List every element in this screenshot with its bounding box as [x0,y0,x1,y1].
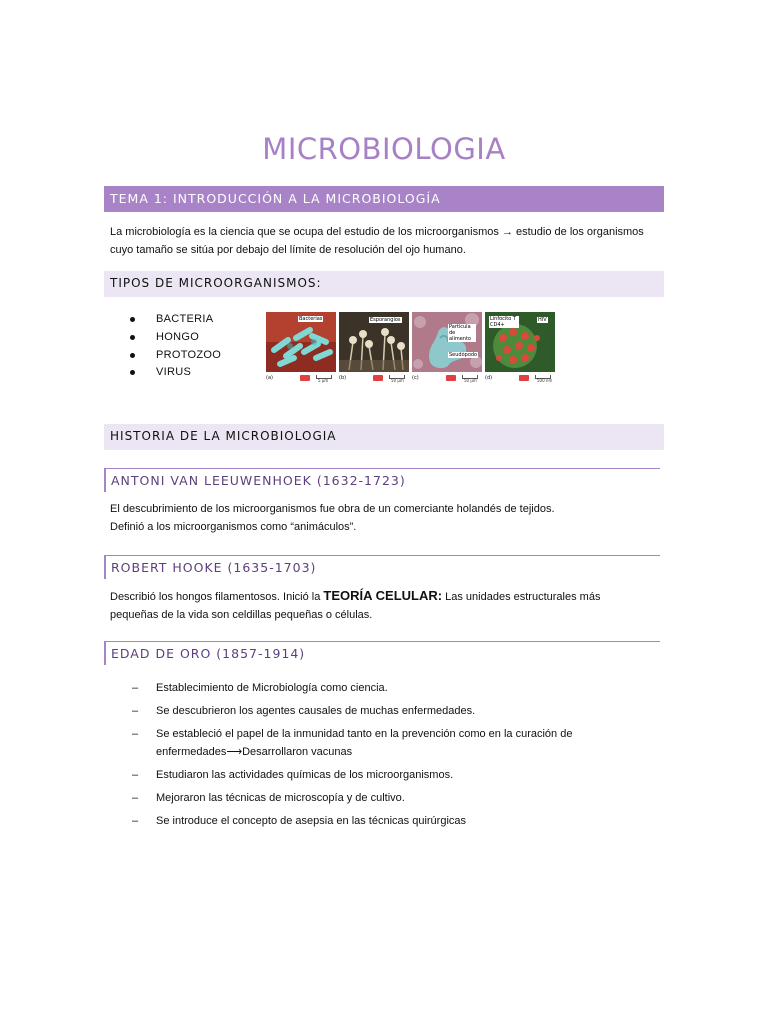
subheading-leeuwenhoek: ANTONI VAN LEEUWENHOEK (1632-1723) [104,468,660,492]
dash-icon: – [132,814,139,827]
microorganism-figure [266,312,558,386]
paragraph-line: El descubrimiento de los microorganismos fue obra de un comerciante holandés de tejidos. [110,503,555,515]
protozoo-image [412,312,482,372]
dash-icon: – [132,682,139,694]
list-item [130,347,221,365]
subheading-edad-oro: EDAD DE ORO (1857-1914) [104,641,660,665]
figure-panel-bacteria [266,312,336,386]
list-item-label: Se estableció el papel de la inmunidad tanto en la prevención como en la curación de enfermedades⟶Desarrollaron vacunas [156,728,573,758]
list-item [130,703,600,721]
bullet-icon [130,335,135,340]
panel-letter: (a) [266,375,273,381]
edad-oro-list [130,680,600,836]
teoria-celular-term: TEORÍA CELULAR: [323,588,443,603]
section-heading-tema1: TEMA 1: INTRODUCCIÓN A LA MICROBIOLOGÍA [104,186,664,212]
microorganism-list [130,311,221,382]
figure-panel-virus [485,312,555,386]
leeuwenhoek-paragraph [110,501,650,536]
figure-panel-protozoo [412,312,482,386]
list-item [130,329,221,347]
list-item-label: Mejoraron las técnicas de microscopía y de cultivo. [156,791,405,804]
bullet-icon [130,370,135,375]
micrograph-badge-icon [446,375,456,381]
bullet-icon [130,353,135,358]
scale-label: 50 μm [464,378,477,383]
figure-label: HIV [538,317,547,323]
micrograph-badge-icon [519,375,529,381]
dash-icon: – [132,768,139,781]
section-heading-tipos: TIPOS DE MICROORGANISMOS: [104,271,664,297]
micrograph-badge-icon [300,375,310,381]
list-item [130,364,221,382]
scale-label: 50 μm [391,378,404,383]
paragraph-line: Definió a los microorganismos como “animáculos”. [110,520,357,533]
hooke-paragraph [110,587,640,624]
section-heading-historia: HISTORIA DE LA MICROBIOLOGIA [104,424,664,450]
panel-letter: (c) [412,375,419,381]
list-item [130,813,600,831]
figure-panel-hongo [339,312,409,386]
scale-label: 5 μm [318,378,329,383]
list-item [130,767,600,785]
list-item-label: Establecimiento de Microbiología como ciencia. [156,682,388,694]
micrograph-badge-icon [373,375,383,381]
figure-label: Linfocito T CD4+ [489,316,519,328]
list-item-label: VIRUS [156,366,192,379]
bullet-icon [130,317,135,322]
list-item-label: Estudiaron las actividades químicas de los microorganismos. [156,768,454,781]
dash-icon: – [132,728,139,740]
page-title: MICROBIOLOGIA [262,132,506,166]
list-item [130,311,221,329]
list-item-label: BACTERIA [156,313,214,325]
figure-label: Seudópodo [449,352,478,358]
figure-label: Bacterias [299,316,323,322]
panel-letter: (d) [485,375,493,381]
list-item [130,726,600,761]
list-item-label: Se introduce el concepto de asepsia en las técnicas quirúrgicas [156,814,467,827]
list-item [130,790,600,808]
intro-paragraph: La microbiología es la ciencia que se ocupa del estudio de los microorganismos → estudio de los organismos cuyo tamaño se sitúa por debajo del límite de resolución del ojo humano. [110,226,644,256]
list-item [130,680,600,698]
subheading-hooke: ROBERT HOOKE (1635-1703) [104,555,660,579]
panel-letter: (b) [339,375,347,381]
dash-icon: – [132,705,139,717]
figure-label: Esporangios [370,317,401,323]
figure-label: Partícula de alimento [448,324,476,342]
list-item-label: HONGO [156,330,200,343]
list-item-label: PROTOZOO [156,348,222,361]
paragraph-text: Describió los hongos filamentosos. Inició la [110,591,324,603]
paragraph-text: Las unidades estructurales más pequeñas de la vida son celdillas pequeñas o células. [110,591,601,621]
scale-label: 500 nm [537,378,553,383]
dash-icon: – [132,791,139,804]
list-item-label: Se descubrieron los agentes causales de muchas enfermedades. [156,705,476,717]
